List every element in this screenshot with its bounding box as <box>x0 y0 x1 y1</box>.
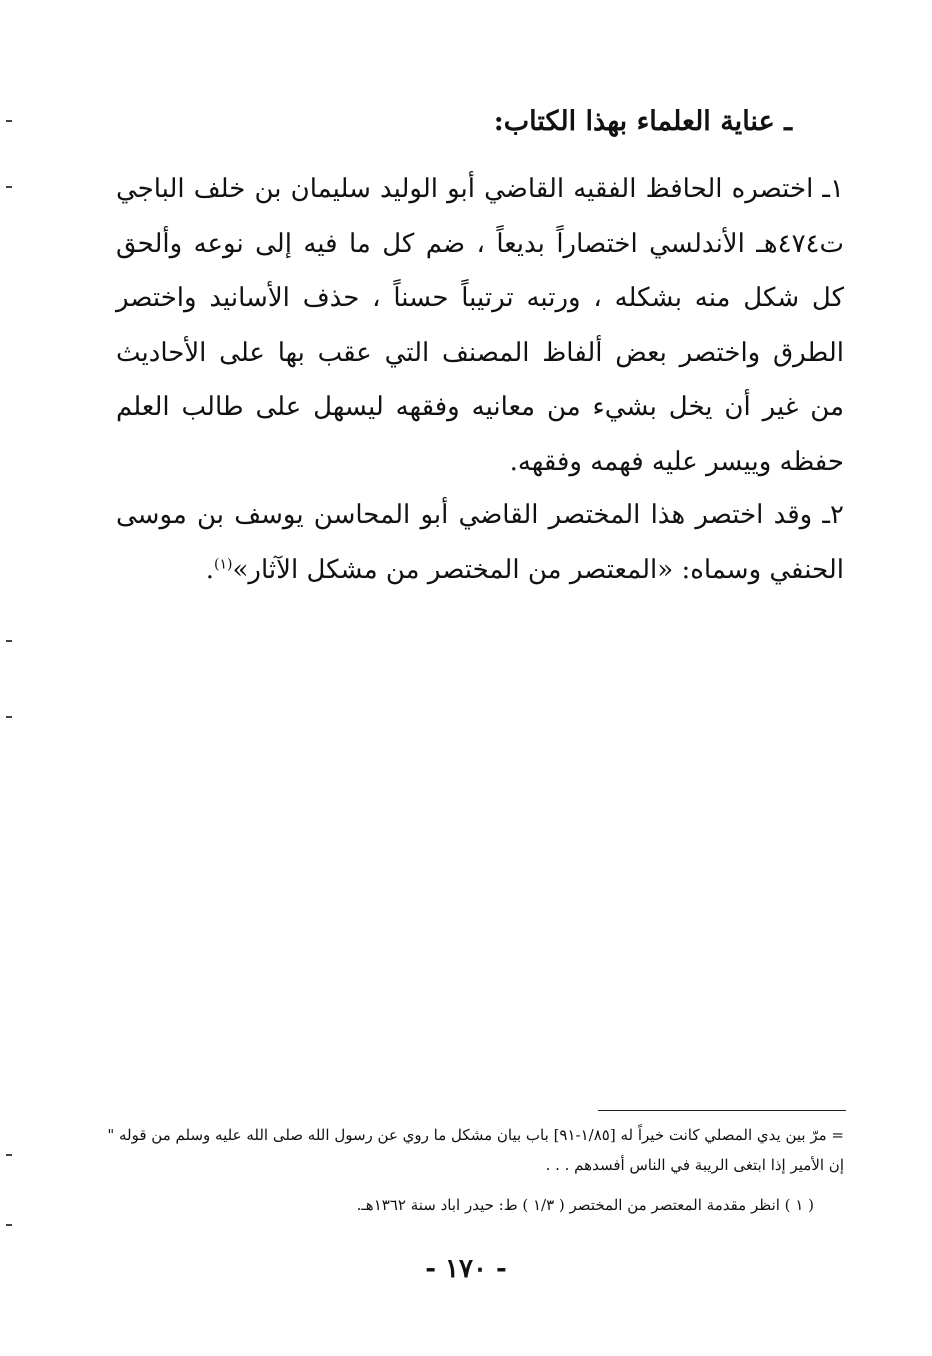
paragraph-2-end: . <box>205 554 215 585</box>
footnote-separator <box>598 1110 846 1111</box>
paragraph-1: ١ـ اختصره الحافظ الفقيه القاضي أبو الوليد سليمان بن خلف الباجي ت٤٧٤هـ الأندلسي اختصاراً بديعاً ، ضم كل ما فيه إلى نوعه وألحق كل شكل منه بشكله ، ورتبه ترتيباً حسناً ، حذف الأسانيد واختصر الطرق واختصر بعض ألفاظ المصنف التي عقب بها على الأحاديث من غير أن يخل بشيء من معانيه وفقهه ليسهل على طالب العلم حفظه وييسر عليه فهمه وفقهه. <box>116 174 844 477</box>
scan-edge-mark <box>6 1224 12 1226</box>
paragraph-2-text: ٢ـ وقد اختصر هذا المختصر القاضي أبو المحاسن يوسف بن موسى الحنفي وسماه: «المعتصر من المختصر من مشكل الآثار» <box>116 500 844 585</box>
footnote-reference: (١) <box>214 555 233 572</box>
scan-edge-mark <box>6 186 12 188</box>
scan-edge-mark <box>6 640 12 642</box>
scan-edge-mark <box>6 716 12 718</box>
page-number: - ١٧٠ - <box>425 1254 507 1284</box>
paragraph-2 <box>116 488 844 597</box>
scan-edge-mark <box>6 1154 12 1156</box>
footnote-1: ( ١ ) انظر مقدمة المعتصر من المختصر ( ١/٣ ) ط: حيدر اباد سنة ١٣٦٢هـ. <box>356 1196 814 1214</box>
footnote-continuation: = مرّ بين يدي المصلي كانت خيراً له [١/٨٥-٩١] باب بيان مشكل ما روي عن رسول الله صلى الله عليه وسلم من قوله " إن الأمير إذا ابتغى الريبة في الناس أفسدهم . . . <box>107 1126 844 1174</box>
scan-edge-mark <box>6 120 12 122</box>
section-title: ـ عناية العلماء بهذا الكتاب: <box>493 106 792 137</box>
